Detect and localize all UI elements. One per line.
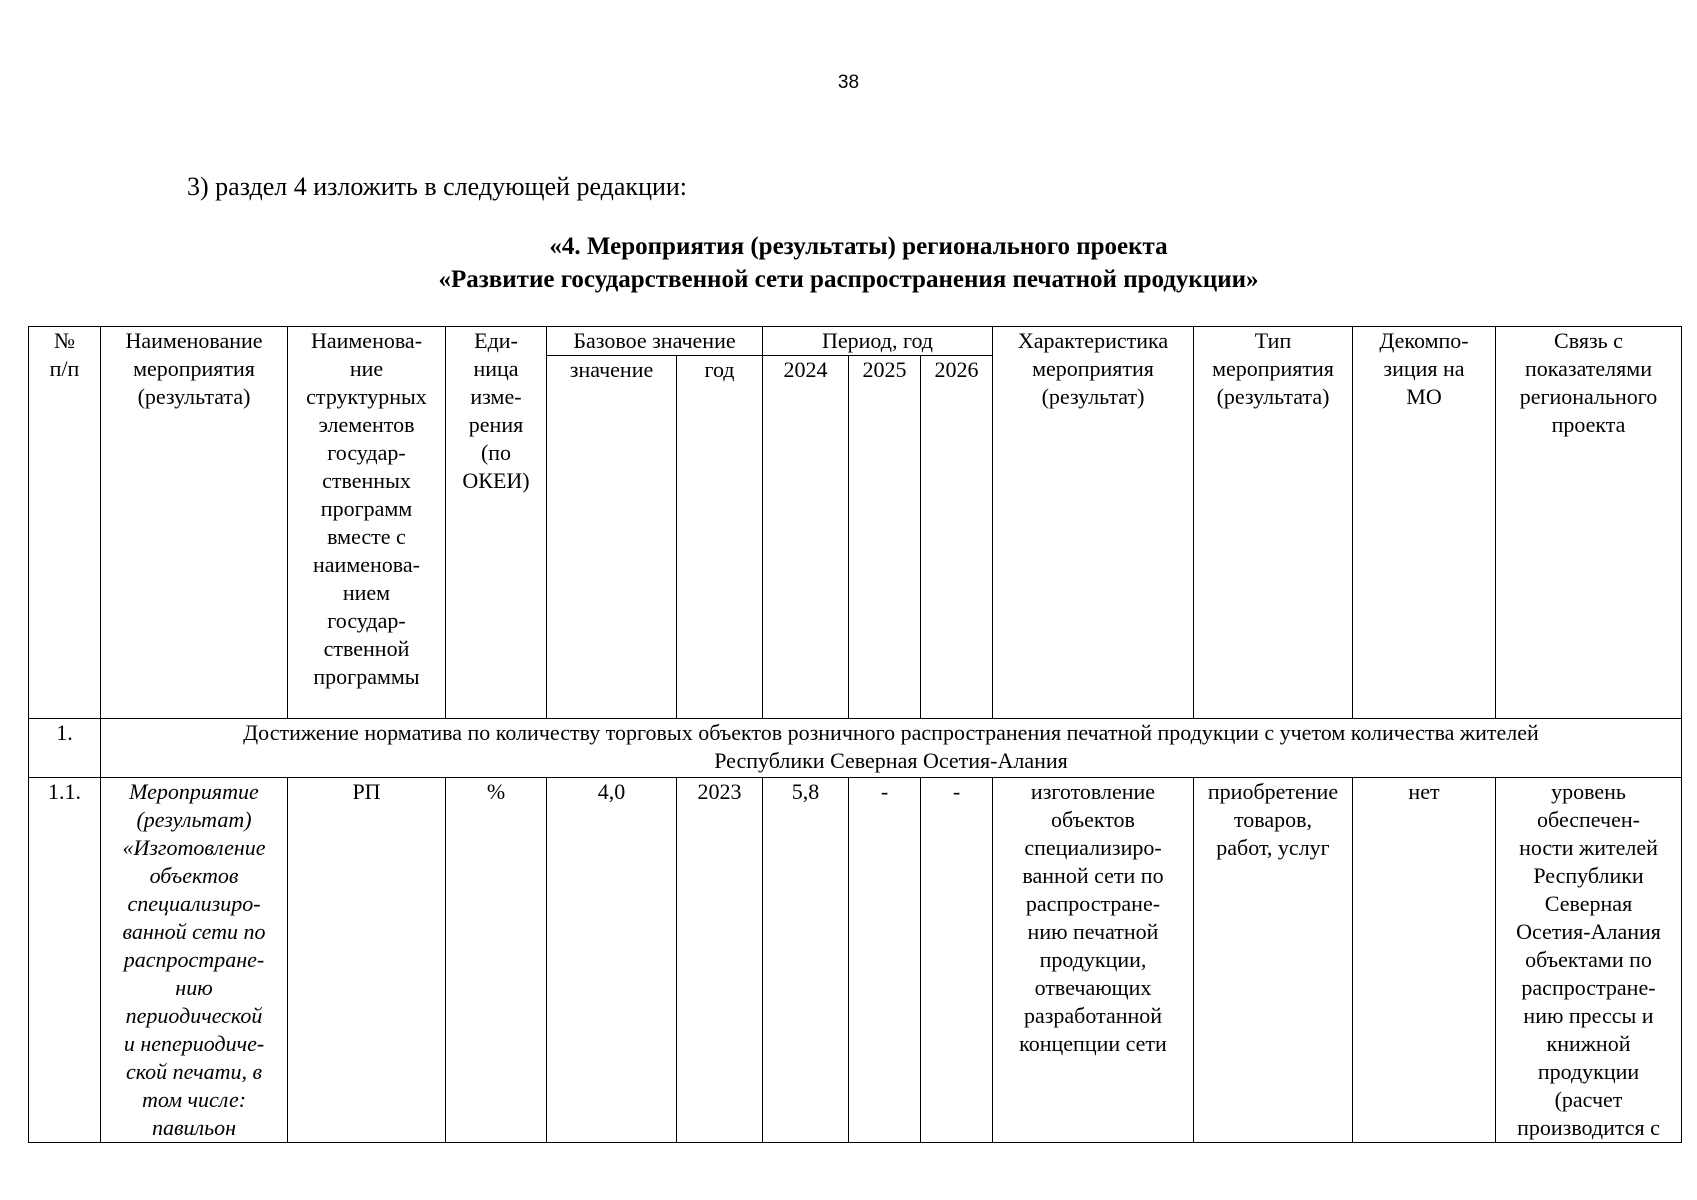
row-char-line: разработанной [1023,1003,1163,1028]
header-base-year: год [677,356,763,719]
row-link-line: производится с [1517,1115,1660,1140]
header-link-line: регионального [1519,384,1658,409]
header-unit-line: изме- [470,384,522,409]
header-link-line: Связь с [1554,328,1623,353]
title-line-1: «4. Мероприятия (результаты) регионального проекта [549,233,1168,260]
header-struct-line: Наименова- [310,328,423,353]
header-unit-line: (по [480,440,512,465]
row-name-line: объектов [149,863,239,888]
header-name-line: Наименование [125,328,263,353]
header-struct-line: программы [313,664,420,689]
row-link [1496,778,1682,1143]
header-name-line: мероприятия [133,356,255,381]
header-unit-line: Еди- [474,328,518,353]
header-type-line: мероприятия [1212,356,1334,381]
row-struct: РП [288,778,446,1143]
row-link-line: распростране- [1521,975,1656,1000]
row-name-line: нию [175,975,213,1000]
header-struct-line: элементов [318,412,415,437]
row-name-line: распростране- [123,947,265,972]
header-struct-line: вместе с [327,524,406,549]
header-decomp-line: МО [1406,384,1442,409]
row-char-line: распростране- [1025,891,1161,916]
header-type-line: (результата) [1216,384,1330,409]
header-decomp [1353,327,1496,719]
row-decomp: нет [1353,778,1496,1143]
row-link-line: уровень [1551,779,1626,804]
title-line-2: «Развитие государственной сети распространения печатной продукции» [438,266,1259,293]
row-name-line: «Изготовление [122,835,266,860]
row-name-line: павильон [151,1115,237,1140]
header-struct-line: структурных [306,384,427,409]
row-type-line: приобретение [1207,779,1339,804]
header-link-line: проекта [1551,412,1626,437]
header-decomp-line: Декомпо- [1379,328,1469,353]
header-unit [446,327,547,719]
header-char-line: Характеристика [1017,328,1169,353]
row-name-line: Мероприятие [129,779,259,804]
row-char-line: ванной сети по [1022,863,1164,888]
header-type-line: Тип [1254,328,1292,353]
header-num-line: п/п [49,356,80,381]
row-name-line: периодической [125,1003,263,1028]
row-link-line: продукции [1537,1059,1640,1084]
row-char-line: нию печатной [1027,919,1159,944]
header-struct [288,327,446,719]
header-name [101,327,288,719]
row-link-line: обеспечен- [1537,807,1640,832]
row-2026: - [921,778,993,1143]
row-type-line: товаров, [1233,807,1313,832]
intro-text: 3) раздел 4 изложить в следующей редакции: [187,172,688,201]
row-unit: % [446,778,547,1143]
row-link-line: ности жителей [1519,835,1658,860]
header-decomp-line: зиция на [1383,356,1465,381]
header-struct-line: государ- [327,440,406,465]
row-type-line: работ, услуг [1216,835,1330,860]
table-row [29,778,1682,1143]
row-type [1194,778,1353,1143]
row-name-line: ской печати, в [125,1059,263,1084]
row-link-line: (расчет [1554,1087,1623,1112]
row-char-line: объектов [1051,807,1135,832]
row-name-line: и непериодиче- [123,1031,265,1056]
header-char-line: мероприятия [1032,356,1154,381]
row-base-year: 2023 [677,778,763,1143]
header-struct-line: ственной [323,636,410,661]
row-link-line: Осетия-Алания [1516,919,1661,944]
row-char-line: отвечающих [1034,975,1152,1000]
row-link-line: нию прессы и [1523,1003,1654,1028]
header-2025: 2025 [849,356,921,719]
section-title [0,230,1697,296]
row-name-line: том числе: [141,1087,247,1112]
header-struct-line: наименова- [313,552,420,577]
page-number: 38 [837,72,860,93]
header-num [29,327,101,719]
row-name-line: ванной сети по [122,919,266,944]
header-char-line: (результат) [1041,384,1145,409]
header-struct-line: нием [342,580,391,605]
header-struct-line: ственных [322,468,411,493]
row-char-line: изготовление [1030,779,1156,804]
header-link [1496,327,1682,719]
header-unit-line: ОКЕИ) [462,468,530,493]
header-struct-line: ние [349,356,384,381]
row-name-line: (результат) [136,807,252,832]
row-name-line: специализиро- [127,891,261,916]
header-2024: 2024 [763,356,849,719]
header-link-line: показателями [1525,356,1652,381]
header-name-line: (результата) [137,384,251,409]
results-table [28,326,1682,1143]
header-period: Период, год [763,327,993,356]
header-base-value: значение [547,356,677,719]
row-2025: - [849,778,921,1143]
section-num: 1. [29,719,101,778]
header-struct-line: программ [320,496,413,521]
row-base-value: 4,0 [547,778,677,1143]
row-link-line: объектами по [1525,947,1652,972]
header-unit-line: ница [473,356,519,381]
row-char-line: концепции сети [1019,1031,1167,1056]
section-row [29,719,1682,778]
row-2024: 5,8 [763,778,849,1143]
row-link-line: Северная [1544,891,1633,916]
row-name [101,778,288,1143]
header-char [993,327,1194,719]
row-link-line: Республики [1533,863,1644,888]
header-2026: 2026 [921,356,993,719]
header-struct-line: государ- [327,608,406,633]
row-char [993,778,1194,1143]
header-unit-line: рения [468,412,524,437]
section-text: Достижение норматива по количеству торговых объектов розничного распространения печатной продукции с учетом количества жителей Республики Северная Осетия-Алания [101,719,1682,778]
header-base: Базовое значение [547,327,763,356]
header-row-1 [29,327,1682,356]
header-type [1194,327,1353,719]
row-char-line: продукции, [1039,947,1147,972]
header-num-line: № [54,328,75,353]
row-link-line: книжной [1546,1031,1631,1056]
row-num: 1.1. [29,778,101,1143]
row-char-line: специализиро- [1024,835,1162,860]
